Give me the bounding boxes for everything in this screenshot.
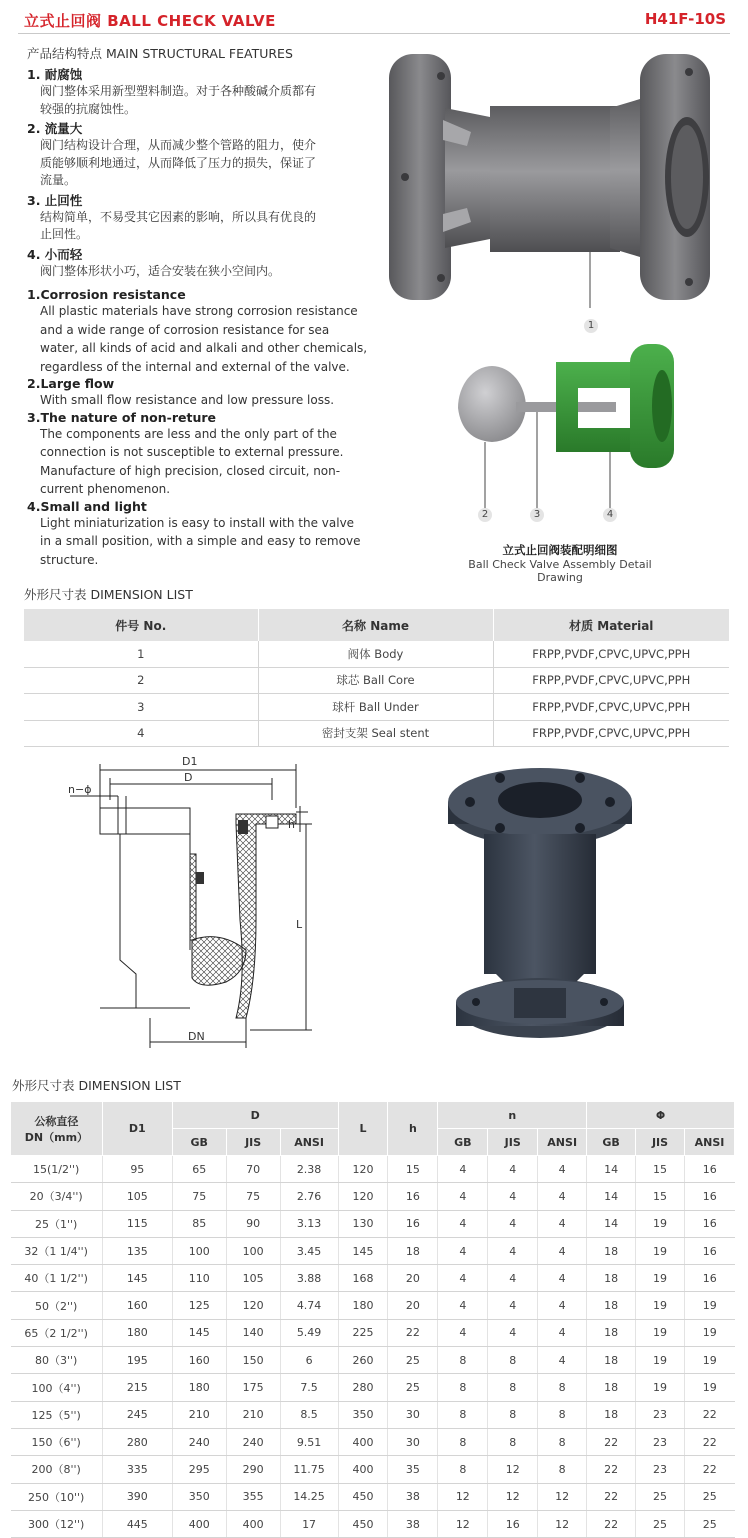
table-cell: 22 [684, 1428, 734, 1455]
table-cell: 16 [684, 1156, 734, 1183]
table-cell: 18 [388, 1237, 438, 1264]
table-cell: 4 [538, 1210, 587, 1237]
table-cell: 4 [438, 1265, 488, 1292]
table-cell: 145 [338, 1237, 388, 1264]
table-cell: 145 [172, 1319, 226, 1346]
table-cell: 120 [226, 1292, 280, 1319]
feature-en-2: 2.Large flow With small flow resistance and low pressure loss. [27, 376, 335, 407]
table-cell: 19 [636, 1319, 685, 1346]
table-cell: 25 [388, 1374, 438, 1401]
table-cell: 16 [684, 1210, 734, 1237]
table-cell: 25 [636, 1510, 685, 1537]
dim-header-dn: 公称直径 DN（mm） [11, 1102, 103, 1156]
table-cell: 4 [438, 1319, 488, 1346]
table-cell: 400 [226, 1510, 280, 1537]
table-cell: 16 [684, 1265, 734, 1292]
table-cell: 400 [172, 1510, 226, 1537]
table-cell: 70 [226, 1156, 280, 1183]
table-cell: 180 [102, 1319, 172, 1346]
label-n-phi: n−ϕ [68, 783, 92, 796]
table-cell: 65 [172, 1156, 226, 1183]
dim-header-l: L [338, 1102, 388, 1156]
header-divider [18, 33, 730, 34]
table-cell: 11.75 [280, 1456, 338, 1483]
table-row [11, 1483, 735, 1510]
table-cell: 16 [684, 1183, 734, 1210]
table-row: 4 密封支架 Seal stent FRPP,PVDF,CPVC,UPVC,PPH [24, 720, 729, 747]
assembly-caption-cn: 立式止回阀装配明细图 [502, 543, 618, 557]
table-cell: 18 [587, 1347, 636, 1374]
table-cell: 210 [226, 1401, 280, 1428]
table-cell: 245 [102, 1401, 172, 1428]
table-cell: 8 [488, 1401, 538, 1428]
table-cell: 168 [338, 1265, 388, 1292]
callout-4: 4 [603, 508, 617, 522]
table-cell: 22 [684, 1401, 734, 1428]
bolt-hole-icon [685, 68, 693, 76]
table-cell: 400 [338, 1456, 388, 1483]
table-cell: 150 [226, 1347, 280, 1374]
table-cell: 145 [102, 1265, 172, 1292]
table-cell: 19 [636, 1292, 685, 1319]
table-cell: 240 [172, 1428, 226, 1455]
bolt-hole-icon [495, 773, 505, 783]
table-row [11, 1319, 735, 1346]
table-cell: 4 [538, 1265, 587, 1292]
feature-cn-3: 3. 止回性 结构简单，不易受其它因素的影响，所以具有优良的 止回性。 [27, 192, 317, 241]
table-cell: 30 [388, 1428, 438, 1455]
table-cell: 32（1 1/4'') [11, 1237, 103, 1264]
table-row [11, 1456, 735, 1483]
table-cell: 23 [636, 1428, 685, 1455]
table-cell: 75 [226, 1183, 280, 1210]
table-cell: 20 [388, 1265, 438, 1292]
table-cell: 4 [488, 1210, 538, 1237]
table-cell: 38 [388, 1483, 438, 1510]
bolt-hole-icon [495, 823, 505, 833]
table-cell: 140 [226, 1319, 280, 1346]
table-cell: 8 [538, 1456, 587, 1483]
table-cell: 95 [102, 1156, 172, 1183]
left-flange [389, 54, 451, 300]
table-cell: 19 [636, 1374, 685, 1401]
table-cell: 4 [488, 1237, 538, 1264]
dimension-table-body [11, 1156, 735, 1538]
table-cell: 19 [684, 1347, 734, 1374]
table-cell: 4 [438, 1210, 488, 1237]
parts-header-no: 件号 No. [24, 609, 258, 641]
table-cell: 19 [636, 1210, 685, 1237]
table-cell: 12 [538, 1510, 587, 1537]
table-cell: 8 [538, 1401, 587, 1428]
table-cell: 225 [338, 1319, 388, 1346]
table-cell: 8 [538, 1428, 587, 1455]
table-cell: 135 [102, 1237, 172, 1264]
table-cell: 290 [226, 1456, 280, 1483]
table-cell: 120 [338, 1156, 388, 1183]
table-cell: 9.51 [280, 1428, 338, 1455]
table-cell: 200（8'') [11, 1456, 103, 1483]
table-cell: 115 [102, 1210, 172, 1237]
table-cell: 19 [636, 1347, 685, 1374]
technical-drawing [60, 750, 330, 1060]
valve-product-photo [440, 762, 640, 1060]
table-cell: 105 [226, 1265, 280, 1292]
table-cell: 8 [538, 1374, 587, 1401]
table-cell: 12 [488, 1456, 538, 1483]
table-cell: 8 [438, 1428, 488, 1455]
bolt-hole-icon [685, 278, 693, 286]
table-cell: 30 [388, 1401, 438, 1428]
table-cell: 300（12'') [11, 1510, 103, 1537]
table-row [11, 1292, 735, 1319]
table-row: 1 阀体 Body FRPP,PVDF,CPVC,UPVC,PPH [24, 641, 729, 667]
table-cell: 22 [587, 1456, 636, 1483]
table-cell: 12 [438, 1510, 488, 1537]
bolt-hole-icon [401, 173, 409, 181]
bolt-hole-icon [465, 797, 475, 807]
table-cell: 120 [338, 1183, 388, 1210]
features-en [27, 287, 369, 569]
table-cell: 18 [587, 1319, 636, 1346]
table-cell: 65（2 1/2'') [11, 1319, 103, 1346]
table-cell: 210 [172, 1401, 226, 1428]
table-cell: 4 [488, 1156, 538, 1183]
dim-header-h: h [388, 1102, 438, 1156]
table-cell: 16 [388, 1183, 438, 1210]
parts-header-material: 材质 Material [493, 609, 729, 641]
table-cell: 8 [438, 1374, 488, 1401]
table-cell: 445 [102, 1510, 172, 1537]
table-cell: 15 [388, 1156, 438, 1183]
table-cell: 22 [587, 1428, 636, 1455]
table-cell: 16 [388, 1210, 438, 1237]
table-cell: 295 [172, 1456, 226, 1483]
table-cell: 4 [538, 1156, 587, 1183]
table-cell: 130 [338, 1210, 388, 1237]
parts-table-heading: 外形尺寸表 DIMENSION LIST [24, 587, 193, 602]
table-cell: 4 [538, 1292, 587, 1319]
bolt-hole-icon [575, 773, 585, 783]
model-number: H41F-10S [644, 10, 726, 28]
features-cn [27, 65, 372, 280]
table-cell: 4 [488, 1292, 538, 1319]
table-cell: 4 [438, 1183, 488, 1210]
table-cell: 18 [587, 1401, 636, 1428]
bolt-hole-icon [472, 998, 480, 1006]
table-cell: 90 [226, 1210, 280, 1237]
callout-3: 3 [530, 508, 544, 522]
table-cell: 14 [587, 1183, 636, 1210]
valve-body-illustration [385, 48, 715, 308]
table-cell: 400 [338, 1428, 388, 1455]
bolt-hole-icon [437, 274, 445, 282]
table-cell: 180 [338, 1292, 388, 1319]
table-cell: 350 [172, 1483, 226, 1510]
ball-core [458, 366, 526, 442]
table-row [11, 1183, 735, 1210]
label-l: L [296, 918, 303, 931]
table-cell: 4 [488, 1265, 538, 1292]
table-cell: 14.25 [280, 1483, 338, 1510]
table-cell: 4 [488, 1183, 538, 1210]
table-cell: 4 [538, 1183, 587, 1210]
table-cell: 18 [587, 1292, 636, 1319]
label-dn: DN [188, 1030, 205, 1043]
table-cell: 8 [438, 1347, 488, 1374]
table-cell: 80（3'') [11, 1347, 103, 1374]
table-cell: 22 [587, 1483, 636, 1510]
table-cell: 18 [587, 1374, 636, 1401]
table-row [11, 1347, 735, 1374]
table-cell: 4 [438, 1237, 488, 1264]
table-cell: 4 [538, 1347, 587, 1374]
table-row [11, 1265, 735, 1292]
table-cell: 14 [587, 1210, 636, 1237]
table-row: 3 球杆 Ball Under FRPP,PVDF,CPVC,UPVC,PPH [24, 694, 729, 721]
table-cell: 18 [587, 1265, 636, 1292]
table-row [11, 1428, 735, 1455]
assembly-parts-illustration [452, 340, 682, 510]
feature-cn-4: 4. 小而轻 阀门整体形状小巧，适合安装在狭小空间内。 [27, 246, 281, 278]
table-cell: 15 [636, 1156, 685, 1183]
table-cell: 4 [488, 1319, 538, 1346]
table-cell: 15 [636, 1183, 685, 1210]
table-cell: 125（5'') [11, 1401, 103, 1428]
table-cell: 14 [587, 1156, 636, 1183]
bolt-hole-icon [600, 998, 608, 1006]
label-d: D [184, 771, 193, 784]
table-cell: 38 [388, 1510, 438, 1537]
table-cell: 15(1/2'') [11, 1156, 103, 1183]
table-cell: 260 [338, 1347, 388, 1374]
feature-en-1: 1.Corrosion resistance All plastic materials have strong corrosion resistance and a wide range of corrosion resistance for sea water, all kinds of acid and alkali and other chemicals, regardless of the internal and external of the valve. [27, 287, 368, 374]
dim-header-phi: Φ [587, 1102, 735, 1129]
table-cell: 23 [636, 1401, 685, 1428]
table-cell: 20 [388, 1292, 438, 1319]
table-cell: 175 [226, 1374, 280, 1401]
table-cell: 8 [488, 1428, 538, 1455]
table-cell: 335 [102, 1456, 172, 1483]
table-cell: 25 [388, 1347, 438, 1374]
features-heading: 产品结构特点 MAIN STRUCTURAL FEATURES [27, 46, 293, 61]
callout-1: 1 [584, 319, 598, 333]
table-cell: 25 [684, 1510, 734, 1537]
dim-header-d: D [172, 1102, 338, 1129]
table-row [11, 1374, 735, 1401]
table-cell: 3.45 [280, 1237, 338, 1264]
table-cell: 125 [172, 1292, 226, 1319]
table-cell: 19 [636, 1237, 685, 1264]
parts-table [24, 609, 729, 747]
table-cell: 2.76 [280, 1183, 338, 1210]
dim-table-heading: 外形尺寸表 DIMENSION LIST [12, 1078, 181, 1093]
table-cell: 4 [538, 1237, 587, 1264]
dim-header-n: n [438, 1102, 587, 1129]
table-cell: 5.49 [280, 1319, 338, 1346]
table-cell: 160 [172, 1347, 226, 1374]
table-cell: 20（3/4'') [11, 1183, 103, 1210]
table-cell: 3.13 [280, 1210, 338, 1237]
table-cell: 4.74 [280, 1292, 338, 1319]
table-cell: 250（10'') [11, 1483, 103, 1510]
table-cell: 8.5 [280, 1401, 338, 1428]
table-cell: 355 [226, 1483, 280, 1510]
table-cell: 17 [280, 1510, 338, 1537]
table-row [11, 1401, 735, 1428]
table-cell: 4 [538, 1319, 587, 1346]
bolt-hole-icon [575, 823, 585, 833]
table-row [11, 1156, 735, 1183]
table-cell: 25 [636, 1483, 685, 1510]
table-cell: 150（6'') [11, 1428, 103, 1455]
table-cell: 280 [102, 1428, 172, 1455]
feature-cn-2: 2. 流量大 阀门结构设计合理，从而减少整个管路的阻力，使介 质能够顺利地通过，从而降低了压力的损失，保证了 流量。 [27, 121, 317, 187]
dim-header-d1: D1 [102, 1102, 172, 1156]
table-cell: 6 [280, 1347, 338, 1374]
table-cell: 23 [636, 1456, 685, 1483]
table-cell: 350 [338, 1401, 388, 1428]
label-h: h [288, 818, 295, 831]
feature-en-4: 4.Small and light Light miniaturization is easy to install with the valve in a small position, with a simple and easy to remove structure. [27, 498, 361, 567]
bolt-hole-icon [605, 797, 615, 807]
table-cell: 2.38 [280, 1156, 338, 1183]
label-d1: D1 [182, 755, 198, 768]
table-cell: 50（2'') [11, 1292, 103, 1319]
body-cylinder [490, 106, 620, 252]
table-row [11, 1210, 735, 1237]
table-cell: 75 [172, 1183, 226, 1210]
table-cell: 16 [488, 1510, 538, 1537]
table-cell: 22 [684, 1456, 734, 1483]
table-cell: 4 [438, 1156, 488, 1183]
table-cell: 8 [438, 1401, 488, 1428]
bolt-hole-icon [437, 72, 445, 80]
table-cell: 3.88 [280, 1265, 338, 1292]
table-cell: 8 [438, 1456, 488, 1483]
table-cell: 18 [587, 1237, 636, 1264]
table-cell: 180 [172, 1374, 226, 1401]
table-row: 2 球芯 Ball Core FRPP,PVDF,CPVC,UPVC,PPH [24, 667, 729, 694]
table-cell: 22 [388, 1319, 438, 1346]
table-cell: 19 [636, 1265, 685, 1292]
table-cell: 25（1'') [11, 1210, 103, 1237]
table-cell: 12 [488, 1483, 538, 1510]
feature-cn-1: 1. 耐腐蚀 阀门整体采用新型塑料制造。对于各种酸碱介质都有 较强的抗腐蚀性。 [27, 67, 317, 116]
table-cell: 19 [684, 1319, 734, 1346]
table-cell: 110 [172, 1265, 226, 1292]
table-cell: 4 [438, 1292, 488, 1319]
table-cell: 12 [438, 1483, 488, 1510]
table-cell: 215 [102, 1374, 172, 1401]
table-cell: 240 [226, 1428, 280, 1455]
table-cell: 25 [684, 1483, 734, 1510]
feature-en-3: 3.The nature of non-reture The components are less and the only part of the connection is not susceptible to external pressure. Manufacture of high precision, closed circuit, non- current phenomenon. [27, 409, 344, 496]
table-cell: 40（1 1/2'') [11, 1265, 103, 1292]
table-cell: 450 [338, 1510, 388, 1537]
callout-2: 2 [478, 508, 492, 522]
table-cell: 195 [102, 1347, 172, 1374]
table-cell: 100 [226, 1237, 280, 1264]
table-cell: 19 [684, 1374, 734, 1401]
table-cell: 16 [684, 1237, 734, 1264]
table-cell: 8 [488, 1374, 538, 1401]
table-cell: 280 [338, 1374, 388, 1401]
table-cell: 12 [538, 1483, 587, 1510]
table-cell: 19 [684, 1292, 734, 1319]
table-cell: 105 [102, 1183, 172, 1210]
table-cell: 160 [102, 1292, 172, 1319]
table-cell: 450 [338, 1483, 388, 1510]
page-title: 立式止回阀 BALL CHECK VALVE [24, 12, 276, 30]
table-cell: 35 [388, 1456, 438, 1483]
table-row [11, 1510, 735, 1537]
table-cell: 390 [102, 1483, 172, 1510]
table-row [11, 1237, 735, 1264]
table-cell: 85 [172, 1210, 226, 1237]
table-cell: 100 [172, 1237, 226, 1264]
table-cell: 7.5 [280, 1374, 338, 1401]
table-cell: 22 [587, 1510, 636, 1537]
table-cell: 100（4'') [11, 1374, 103, 1401]
table-cell: 8 [488, 1347, 538, 1374]
dimension-table: 公称直径 DN（mm） D1 D L h n Φ GB JIS ANSI GB JIS ANSI GB JIS ANSI 15(1/2'') 95 65 70 2.38 120 15 4 4 4 14 15 16 20（3/4'') 105 75 75 2.76 120 16 4 4 4 14 15 16 25（1'') 115 85 90 3.13 130 16 4 4 4 14 19 16 32（1 1/4'') 135 100 100 3.45 145 18 4 4 4 18 19 16 40（1 1/2'') 145 110 105 3.88 168 20 4 4 4 18 19 16 50（2'') 160 125 120 4.74 180 20 4 4 4 18 19 19 65（2 1/2'') 180 145 140 5.49 225 22 4 4 4 18 19 19 80（3'') 195 160 150 6 260 25 8 8 4 18 19 19 100（4'') 215 180 175 7.5 280 25 8 8 8 18 19 19 125（5'') 245 210 210 8.5 350 30 8 8 8 18 23 22 150（6'') 280 240 240 9.51 400 30 8 8 8 22 23 22 200（8'') 335 295 290 11.75 400 35 8 12 8 22 23 22 250（10'') 390 350 355 14.25 450 38 12 12 12 22 25 25 300（12'') 445 400 400 17 450 38 12 16 12 22 25 25 [10, 1101, 735, 1538]
parts-header-name: 名称 Name [258, 609, 493, 641]
assembly-caption-en: Ball Check Valve Assembly Detail Drawing [468, 558, 652, 584]
